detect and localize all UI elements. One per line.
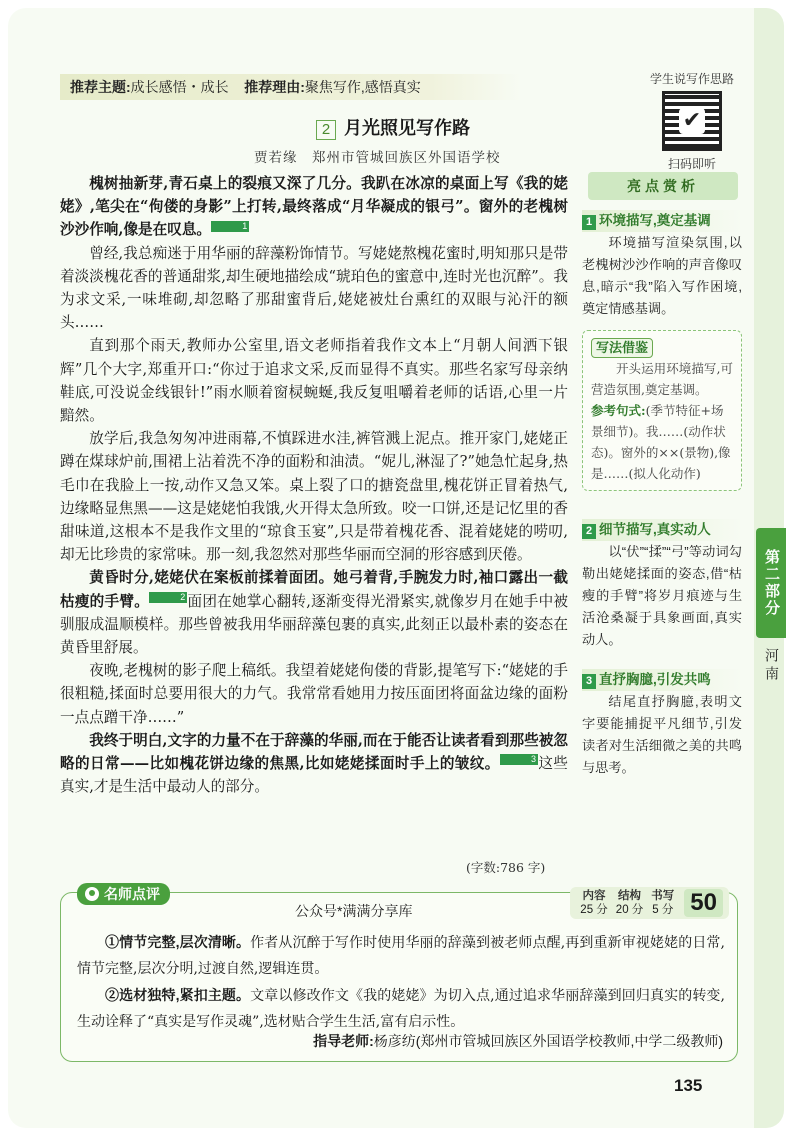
review-tag	[77, 883, 170, 905]
score-value: 20 分	[615, 904, 644, 916]
qr-code-icon[interactable]	[662, 91, 722, 151]
review-point-body: 作者从沉醉于写作时使用华丽的辞藻到被老师点醒,再到重新审视姥姥的日常,情节完整,层次分明,过渡自然,逻辑连贯。	[77, 935, 726, 977]
recommend-bar	[60, 74, 520, 100]
qr-top-text: 学生说写作思路	[649, 72, 734, 86]
section-tab[interactable]: 第二部分	[756, 528, 786, 638]
teacher-label: 指导老师:	[313, 1033, 374, 1049]
highlight-title	[582, 669, 742, 691]
review-point-body: 文章以修改作文《我的姥姥》为切入点,通过追求华丽辞藻到回归真实的转变,生动诠释了“真实是写作灵魂”,选材贴合学生生活,富有启示性。	[77, 988, 726, 1030]
highlight-badge: 3	[582, 674, 596, 689]
review-point	[77, 929, 725, 982]
score-value: 25 分	[580, 904, 608, 916]
paragraph-text: 黄昏时分,姥姥伏在案板前揉着面团。她弓着背,手腕发力时,袖口露出一截枯瘦的手臂。	[60, 569, 568, 610]
essay-number: 2	[316, 120, 336, 140]
paragraph	[60, 566, 568, 659]
score-box	[570, 887, 729, 919]
paragraph-text: 这些真实,才是生活中最动人的部分。	[60, 755, 568, 796]
paragraph	[60, 659, 568, 729]
reason-label: 推荐理由:	[244, 79, 305, 95]
review-body	[77, 929, 725, 1035]
score-header: 结构	[618, 890, 642, 902]
paragraph	[60, 172, 568, 242]
essay-title-text: 月光照见写作路	[344, 118, 470, 138]
teacher-value: 杨彦纺(郑州市管城回族区外国语学校教师,中学二级教师)	[373, 1033, 723, 1049]
highlight-title	[582, 519, 742, 541]
score-value: 5 分	[652, 904, 674, 916]
ref-label: 参考句式:	[591, 403, 646, 418]
highlight-marker: 2	[149, 592, 187, 603]
paragraph-text: 我终于明白,文字的力量不在于辞藻的华丽,而在于能否让读者看到那些被忽略的日常——比如槐花饼边缘的焦黑,比如姥姥揉面时手上的皱纹。	[60, 731, 568, 773]
highlight-marker: 3	[500, 754, 538, 765]
paragraph-text: 槐树抽新芽,青石桌上的裂痕又深了几分。我趴在冰凉的桌面上写《我的姥姥》,笔尖在“佝偻的身影”上打转,最终落成“月华凝成的银弓”。窗外的老槐树沙沙作响,像是在叹息。	[60, 175, 568, 239]
score-table	[576, 889, 678, 917]
highlight-title-text: 环境描写,奠定基调	[599, 213, 711, 228]
ref-body: (季节特征+场景细节)。我……(动作状态)。窗外的××(景物),像是……(拟人化动作)	[591, 403, 731, 481]
paragraph-text: 夜晚,老槐树的影子爬上稿纸。我望着姥姥佝偻的背影,提笔写下:“姥姥的手很粗糙,揉面时总要用很大的力气。我常常看她用力按压面团将面盆边缘的面粉一点点蹭干净……”	[60, 662, 568, 726]
method-body: 开头运用环境描写,可营造氛围,奠定基调。	[591, 361, 733, 397]
teacher-review	[60, 886, 738, 1062]
qr-bottom-text: 扫码即听	[667, 157, 716, 171]
paragraph-text: 放学后,我急匆匆冲进雨幕,不慎踩进水洼,裤管溅上泥点。推开家门,姥姥正蹲在煤球炉前,围裙上沾着洗不净的面粉和油渍。“妮儿,淋湿了?”她急忙起身,热毛巾在我脸上一按,动作又急又笨。桌上裂了口的搪瓷盘里,槐花饼正冒着热气,边缘略显焦黑——这是姥姥怕我饿,火开得太急所致。咬一口饼,还是记忆里的香甜味道,这根本不是我作文里的“琼食玉宴”,只是带着槐花香、混着姥姥的唠叨,却无比珍贵的家常味。那一刻,我忽然对那些华丽而空洞的形容感到厌倦。	[60, 430, 568, 564]
highlight-badge: 2	[582, 524, 596, 539]
method-box	[582, 330, 742, 491]
score-header: 内容	[582, 890, 606, 902]
review-point-head: ②选材独特,紧扣主题。	[105, 987, 251, 1003]
essay-title	[316, 114, 470, 140]
highlight-title	[582, 210, 742, 232]
review-tag-text: 名师点评	[104, 886, 160, 902]
highlight-marker: 1	[211, 221, 249, 232]
paragraph-text: 曾经,我总痴迷于用华丽的辞藻粉饰情节。写姥姥熬槐花蜜时,明知那只是带着淡淡槐花香的普通甜浆,却生硬地描绘成“琥珀色的蜜意中,连时光也沉醉”。我为求文采,一味堆砌,却忽略了那甜蜜背后,姥姥被灶台熏红的双眼与沁汗的额头……	[60, 244, 568, 332]
review-point	[77, 982, 725, 1035]
highlight-badge: 1	[582, 215, 596, 230]
review-point-head: ①情节完整,层次清晰。	[105, 934, 251, 950]
page-number: 135	[674, 1076, 703, 1095]
highlights-sidebar	[582, 172, 742, 779]
method-tag: 写法借鉴	[591, 338, 653, 358]
paragraph	[60, 334, 568, 427]
paragraph	[60, 427, 568, 566]
highlight-body: 以“伏”“揉”“弓”等动词勾勒出姥姥揉面的姿态,借“枯瘦的手臂”将岁月痕迹与生活沧桑凝于具象画面,真实动人。	[582, 544, 742, 647]
score-header: 书写	[651, 890, 675, 902]
essay-author: 贾若缘 郑州市管城回族区外国语学校	[254, 150, 501, 166]
theme-label: 推荐主题:	[70, 79, 131, 95]
qr-block[interactable]	[632, 70, 752, 172]
reason-value: 聚焦写作,感悟真实	[304, 79, 421, 95]
word-count: (字数:786 字)	[466, 860, 546, 875]
region-tab: 河南	[764, 648, 780, 684]
paragraph-text: 面团在她掌心翻转,逐渐变得光滑紧实,就像岁月在她手中被驯服成温顺模样。那些曾被我用华丽辞藻包裹的真实,此刻正以最朴素的姿态在黄昏里舒展。	[60, 592, 568, 657]
watermark: 公众号*满满分享库	[295, 903, 413, 919]
check-icon: ✔	[679, 108, 705, 134]
paragraph	[60, 729, 568, 799]
highlight-body: 结尾直抒胸臆,表明文字要能捕捉平凡细节,引发读者对生活细微之美的共鸣与思考。	[582, 694, 742, 775]
highlight-body: 环境描写渲染氛围,以老槐树沙沙作响的声音像叹息,暗示“我”陷入写作困境,奠定情感基调。	[582, 235, 742, 316]
essay-body	[60, 172, 568, 798]
total-score: 50	[684, 889, 723, 917]
highlight-title-text: 细节描写,真实动人	[599, 522, 711, 537]
paragraph-text: 直到那个雨天,教师办公室里,语文老师指着我作文本上“月朝人间洒下银辉”几个大字,郑重开口:“你过于追求文采,反而显得不真实。那些名家写母亲纳鞋底,可没说金线银针!”雨水顺着窗棂蜿蜒,我反复咀嚼着老师的话语,心里一片黯然。	[60, 337, 568, 425]
highlight-title-text: 直抒胸臆,引发共鸣	[599, 672, 711, 687]
theme-value: 成长感悟・成长	[130, 79, 229, 95]
person-icon	[85, 887, 99, 901]
sidebar-heading: 亮点赏析	[588, 172, 738, 200]
paragraph	[60, 242, 568, 335]
teacher-credit	[313, 1031, 723, 1051]
